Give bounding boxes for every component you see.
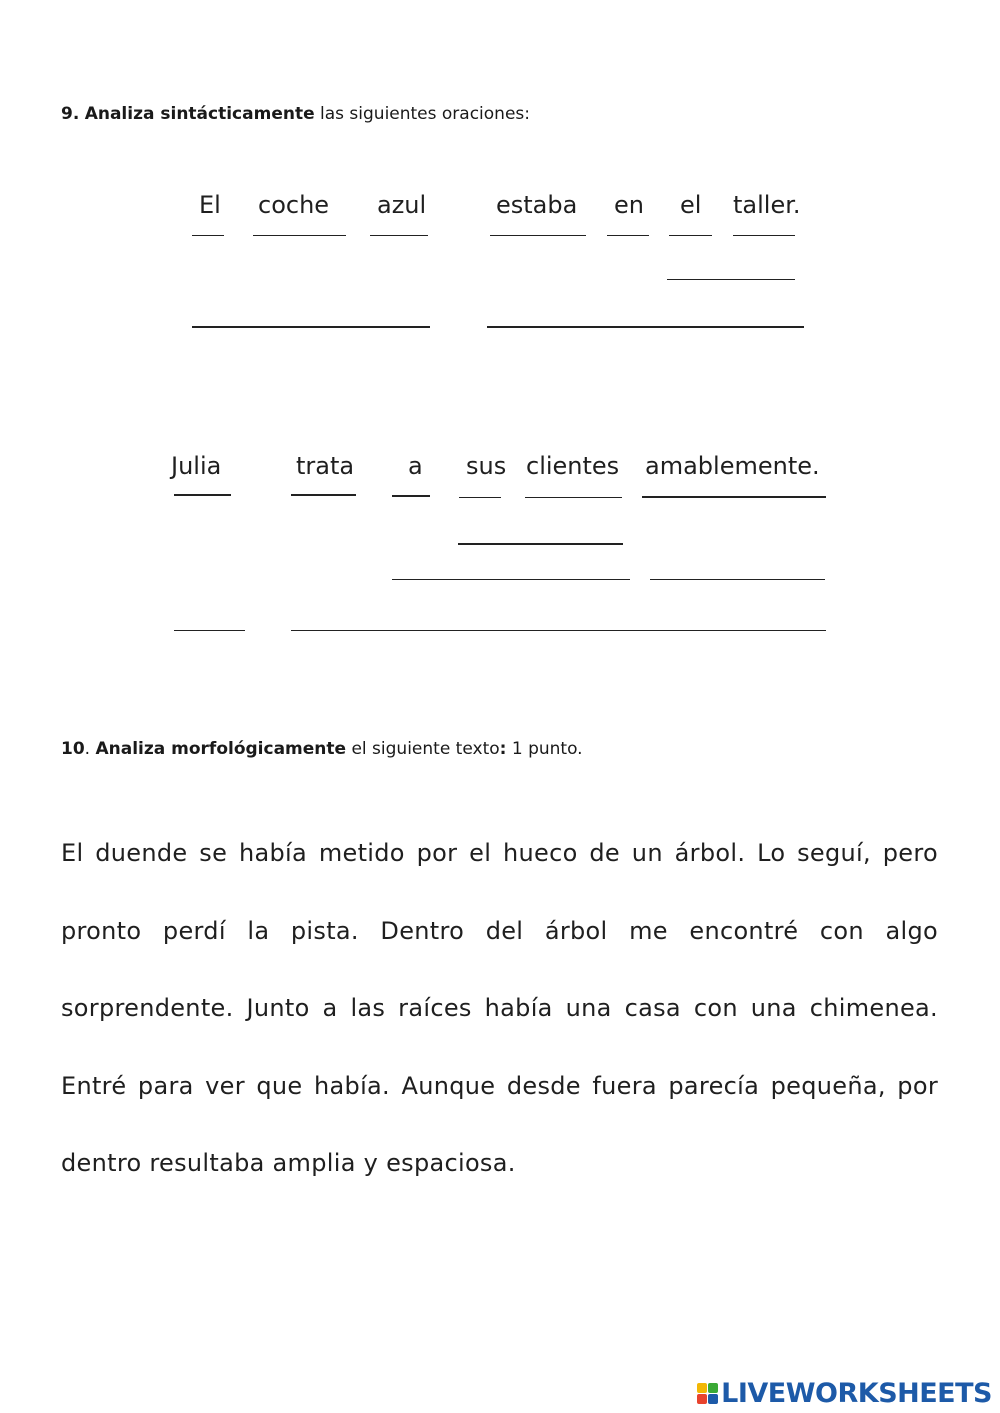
s1-answer-line[interactable] xyxy=(370,235,428,236)
logo-square xyxy=(708,1394,718,1404)
q10-points: 1 punto. xyxy=(511,739,583,759)
liveworksheets-logo-icon xyxy=(697,1383,718,1404)
s2-answer-line[interactable] xyxy=(392,495,430,497)
q10-instruction: el siguiente texto xyxy=(351,739,500,759)
q10-dot: . xyxy=(84,739,91,759)
s2-word: a xyxy=(408,452,423,480)
logo-square xyxy=(708,1383,718,1393)
s1-answer-line[interactable] xyxy=(669,235,712,236)
s2-subject-line[interactable] xyxy=(174,630,245,631)
q10-colon: : xyxy=(499,739,507,759)
s1-word: taller. xyxy=(733,191,801,219)
q10-number: 10 xyxy=(61,739,85,759)
s2-word: amablemente. xyxy=(645,452,820,480)
q10-heading xyxy=(61,739,583,759)
s2-word: clientes xyxy=(526,452,620,480)
s1-answer-line[interactable] xyxy=(490,235,586,236)
s1-predicate-line[interactable] xyxy=(487,326,804,328)
liveworksheets-brand xyxy=(697,1376,992,1410)
q9-number: 9. xyxy=(61,104,80,124)
s2-word: trata xyxy=(296,452,355,480)
s1-phrase-line[interactable] xyxy=(667,279,795,280)
s2-answer-line[interactable] xyxy=(459,497,501,498)
q9-heading xyxy=(61,104,530,124)
s2-answer-line[interactable] xyxy=(642,496,826,498)
s1-word: coche xyxy=(258,191,330,219)
s2-answer-line[interactable] xyxy=(291,494,356,496)
s1-answer-line[interactable] xyxy=(192,235,224,236)
s1-word: en xyxy=(614,191,644,219)
s1-word: el xyxy=(680,191,702,219)
brand-name: LIVEWORKSHEETS xyxy=(721,1377,992,1409)
s1-word: El xyxy=(199,191,221,219)
s1-answer-line[interactable] xyxy=(253,235,346,236)
s2-word: Julia xyxy=(171,452,222,480)
q10-title: Analiza morfológicamente xyxy=(95,739,347,759)
s1-answer-line[interactable] xyxy=(607,235,649,236)
q10-text: El duende se había metido por el hueco de un árbol. Lo seguí, pero pronto perdí la pista. Dentro del árbol me encontré con algo sorprendente. Junto a las raíces había una casa con una chimenea. Entré para ver que había. Aunque desde fuera parecía pequeña, por dentro resultaba amplia y espaciosa. xyxy=(61,839,938,1177)
logo-square xyxy=(697,1383,707,1393)
q9-instruction: las siguientes oraciones: xyxy=(320,104,531,124)
s1-word: estaba xyxy=(496,191,578,219)
logo-square xyxy=(697,1394,707,1404)
q9-title: Analiza sintácticamente xyxy=(84,104,315,124)
s2-answer-line[interactable] xyxy=(525,497,622,498)
s2-phrase-line[interactable] xyxy=(458,543,623,545)
s2-predicate-line[interactable] xyxy=(291,630,826,631)
s2-complement-line[interactable] xyxy=(650,579,825,580)
s1-word: azul xyxy=(377,191,427,219)
s1-subject-line[interactable] xyxy=(192,326,430,328)
s2-complement-line[interactable] xyxy=(392,579,630,580)
s2-answer-line[interactable] xyxy=(174,494,231,496)
s1-answer-line[interactable] xyxy=(733,235,795,236)
s2-word: sus xyxy=(466,452,507,480)
